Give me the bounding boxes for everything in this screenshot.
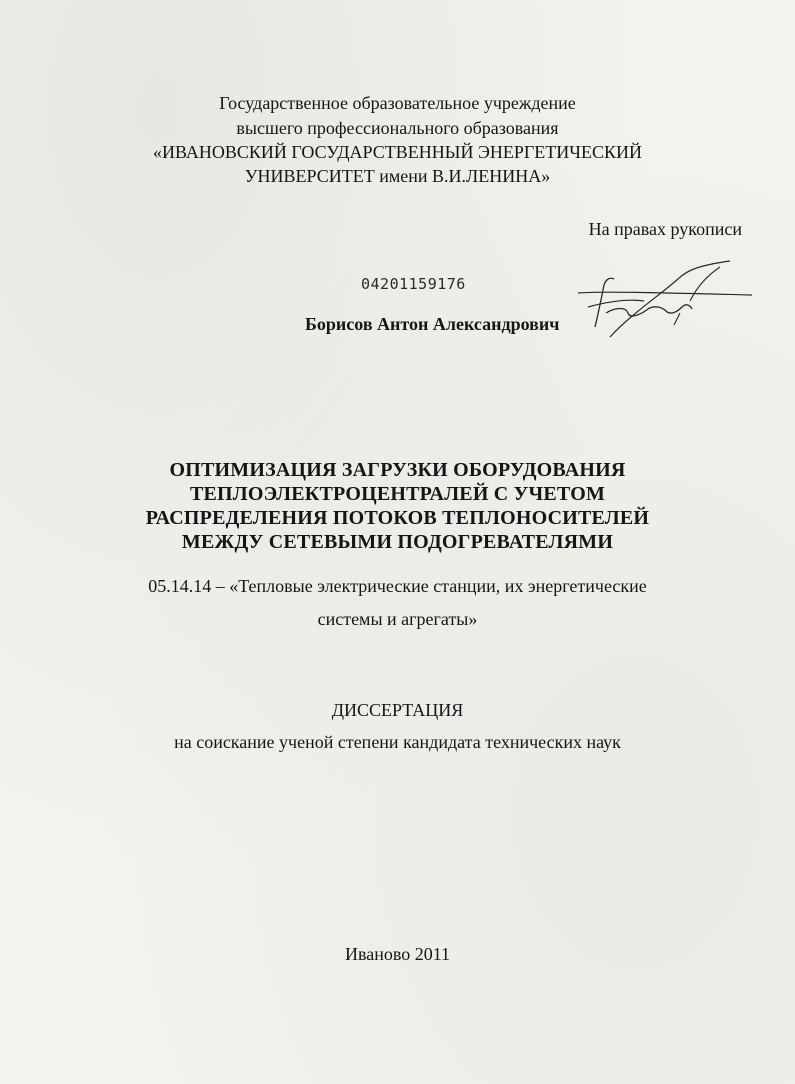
title-line-4: МЕЖДУ СЕТЕВЫМИ ПОДОГРЕВАТЕЛЯМИ [181, 531, 614, 553]
institution-line-4: УНИВЕРСИТЕТ имени В.И.ЛЕНИНА» [244, 166, 551, 186]
document-type: ДИССЕРТАЦИЯ [331, 700, 464, 720]
title-line-2: ТЕПЛОЭЛЕКТРОЦЕНТРАЛЕЙ С УЧЕТОМ [189, 483, 606, 505]
title-line-3: РАСПРЕДЕЛЕНИЯ ПОТОКОВ ТЕПЛОНОСИТЕЛЕЙ [145, 507, 650, 529]
registration-code: 04201159176 [361, 275, 466, 293]
manuscript-note: На правах рукописи [588, 219, 742, 239]
title-line-1: ОПТИМИЗАЦИЯ ЗАГРУЗКИ ОБОРУДОВАНИЯ [169, 459, 626, 481]
author-signature [570, 255, 755, 340]
city-year: Иваново 2011 [344, 944, 451, 964]
author-name: Борисов Антон Александрович [305, 314, 560, 334]
institution-line-3: «ИВАНОВСКИЙ ГОСУДАРСТВЕННЫЙ ЭНЕРГЕТИЧЕСКИЙ [153, 142, 642, 162]
degree-line: на соискание ученой степени кандидата технических наук [174, 732, 621, 752]
dissertation-title [0, 458, 795, 554]
institution-line-1: Государственное образовательное учреждение [219, 93, 576, 113]
specialty-line-2: системы и агрегаты» [317, 609, 478, 629]
institution-line-2: высшего профессионального образования [236, 118, 559, 138]
specialty-line-1: 05.14.14 – «Тепловые электрические станции, их энергетические [148, 576, 647, 596]
